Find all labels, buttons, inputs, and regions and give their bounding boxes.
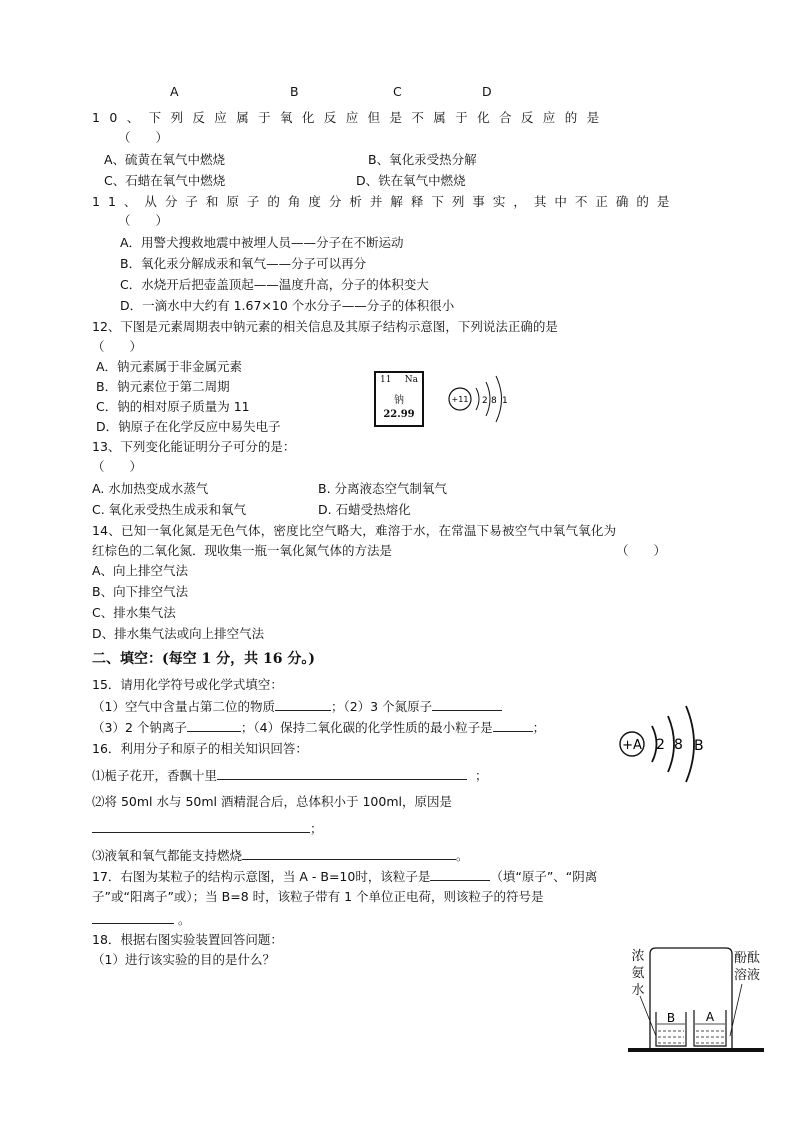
q18-stem: 18．根据右图实验装置回答问题： xyxy=(92,932,283,947)
sodium-element-cell xyxy=(374,371,424,427)
q16-part1-line xyxy=(92,767,488,784)
q10-option-a: A、硫黄在氧气中燃烧 xyxy=(104,152,226,167)
q17-blank-1[interactable] xyxy=(430,868,490,881)
q15-stem: 15．请用化学符号或化学式填空： xyxy=(92,677,283,692)
phenolphthalein-label-2: 溶液 xyxy=(734,968,761,983)
cell-name: 钠 xyxy=(394,395,404,406)
q15-blank-1[interactable] xyxy=(275,698,331,711)
q13-stem: 13、下列变化能证明分子可分的是： xyxy=(92,439,296,454)
q16-blank-3[interactable] xyxy=(242,847,456,860)
q16-part3-end: 。 xyxy=(456,848,469,863)
q12-stem: 12、下图是元素周期表中钠元素的相关信息及其原子结构示意图，下列说法正确的是 xyxy=(92,319,558,334)
q16-blank-2[interactable] xyxy=(92,820,310,833)
q16-part1-text: ⑴栀子花开，香飘十里 xyxy=(92,768,218,783)
shell-3-count: 1 xyxy=(502,396,508,406)
cell-atomic-number: 11 xyxy=(380,375,392,385)
q15-part4-text: ；（4）保持二氧化碳的化学性质的最小粒子是 xyxy=(240,720,493,735)
q15-end: ； xyxy=(532,720,546,735)
q12-option-d: D．钠原子在化学反应中易失电子 xyxy=(96,419,281,434)
ammonia-label-char-3: 水 xyxy=(631,983,645,998)
top-option-c: C xyxy=(393,84,402,99)
q11-option-c: C．水烧开后把壶盖顶起——温度升高，分子的体积变大 xyxy=(120,277,429,292)
beaker-a-label: A xyxy=(705,1010,715,1024)
q14-paren: （ ） xyxy=(616,543,667,558)
q13-option-c: C. 氧化汞受热生成汞和氧气 xyxy=(92,502,247,517)
q16-part3-text: ⑶液氧和氧气都能支持燃烧 xyxy=(92,848,243,863)
q10-stem: 10、下列反应属于氧化反应但是不属于化合反应的是 xyxy=(92,110,609,125)
particle-shell-1: 2 xyxy=(656,737,665,753)
q16-part2-end: ； xyxy=(310,821,323,836)
particle-structure-diagram xyxy=(616,702,716,788)
q16-blank-1[interactable] xyxy=(217,767,467,780)
q14-option-a: A、向上排空气法 xyxy=(92,563,189,578)
cell-symbol: Na xyxy=(404,375,418,385)
q14-option-c: C、排水集气法 xyxy=(92,605,176,620)
particle-nucleus-charge: +A xyxy=(622,738,642,753)
q16-part3-line xyxy=(92,847,469,864)
q15-part3-text: （3）2 个钠离子 xyxy=(92,720,187,735)
phenolphthalein-label-1: 酚酞 xyxy=(734,951,761,966)
q10-option-c: C、石蜡在氧气中燃烧 xyxy=(104,173,226,188)
q12-option-c: C．钠的相对原子质量为 11 xyxy=(96,399,250,414)
sodium-atom-diagram xyxy=(446,370,516,426)
q11-option-d: D．一滴水中大约有 1.67×10 个水分子——分子的体积很小 xyxy=(120,298,455,313)
q10-option-d: D、铁在氧气中燃烧 xyxy=(356,173,466,188)
shell-2-count: 8 xyxy=(491,396,497,406)
q15-part1-line xyxy=(92,698,502,715)
cell-mass: 22.99 xyxy=(383,409,415,420)
q11-option-a: A．用警犬搜救地震中被埋人员——分子在不断运动 xyxy=(120,235,404,250)
q10-option-b: B、氧化汞受热分解 xyxy=(368,152,477,167)
q14-line1: 14、已知一氧化氮是无色气体，密度比空气略大，难溶于水，在常温下易被空气中氧气氧化为 xyxy=(92,523,617,538)
q13-option-b: B. 分离液态空气制氧气 xyxy=(318,481,448,496)
q15-blank-2[interactable] xyxy=(432,698,502,711)
q17-blank-2[interactable] xyxy=(92,911,174,924)
q12-option-a: A．钠元素属于非金属元素 xyxy=(96,359,243,374)
q16-part2-text: ⑵将 50ml 水与 50ml 酒精混合后，总体积小于 100ml，原因是 xyxy=(92,794,452,809)
q16-part2-answer xyxy=(92,820,323,837)
q14-option-d: D、排水集气法或向上排空气法 xyxy=(92,626,265,641)
q15-blank-4[interactable] xyxy=(493,719,533,732)
ammonia-label-char-2: 氨 xyxy=(631,966,645,981)
ammonia-experiment-apparatus xyxy=(626,944,766,1054)
q17-line3-end: 。 xyxy=(178,912,191,927)
q13-paren: （ ） xyxy=(92,459,143,474)
base-plate xyxy=(628,1048,764,1052)
q11-stem: 11、从分子和原子的角度分析并解释下列事实，其中不正确的是 xyxy=(92,194,678,209)
q12-paren: （ ） xyxy=(92,339,143,354)
q17-line2: 子”或“阳离子”或）；当 B=8 时，该粒子带有 1 个单位正电荷，则该粒子的符号是 xyxy=(92,889,544,904)
nucleus-charge: +11 xyxy=(451,395,469,404)
q17-line1 xyxy=(92,868,597,885)
particle-shell-2: 8 xyxy=(674,737,683,753)
top-option-d: D xyxy=(482,84,492,99)
q11-paren: （ ） xyxy=(118,213,169,228)
section-2-title: 二、填空：(每空 1 分，共 16 分。) xyxy=(92,651,315,667)
q18-part1: （1）进行该实验的目的是什么？ xyxy=(92,952,275,967)
q14-option-b: B、向下排空气法 xyxy=(92,584,189,599)
q16-part1-end: ； xyxy=(475,768,488,783)
q15-part1-text: （1）空气中含量占第二位的物质 xyxy=(92,699,275,714)
q14-line2: 红棕色的二氧化氮．现收集一瓶一氧化氮气体的方法是 xyxy=(92,543,393,558)
apparatus-drawing xyxy=(626,944,766,1054)
top-option-b: B xyxy=(290,84,299,99)
top-option-a: A xyxy=(170,84,179,99)
q12-option-b: B．钠元素位于第二周期 xyxy=(96,379,230,394)
q17-line1-text: 17．右图为某粒子的结构示意图，当 A - B=10时，该粒子是 xyxy=(92,869,431,884)
q13-option-d: D. 石蜡受热熔化 xyxy=(318,502,411,517)
shell-1-count: 2 xyxy=(482,396,488,406)
q10-paren: （ ） xyxy=(118,130,169,145)
beaker-b-label: B xyxy=(666,1011,676,1025)
q11-option-b: B．氧化汞分解成汞和氧气——分子可以再分 xyxy=(120,256,367,271)
q15-part3-line xyxy=(92,719,545,736)
q16-stem: 16．利用分子和原子的相关知识回答： xyxy=(92,741,308,756)
q17-line1-end: （填“原子”、“阴离 xyxy=(490,869,598,884)
q17-line3 xyxy=(92,911,191,928)
q13-option-a: A. 水加热变成水蒸气 xyxy=(92,481,209,496)
ammonia-label-char-1: 浓 xyxy=(631,949,645,964)
q15-part2-text: ；（2）3 个氮原子 xyxy=(330,699,433,714)
q15-blank-3[interactable] xyxy=(187,719,241,732)
particle-shell-3: B xyxy=(694,738,704,754)
